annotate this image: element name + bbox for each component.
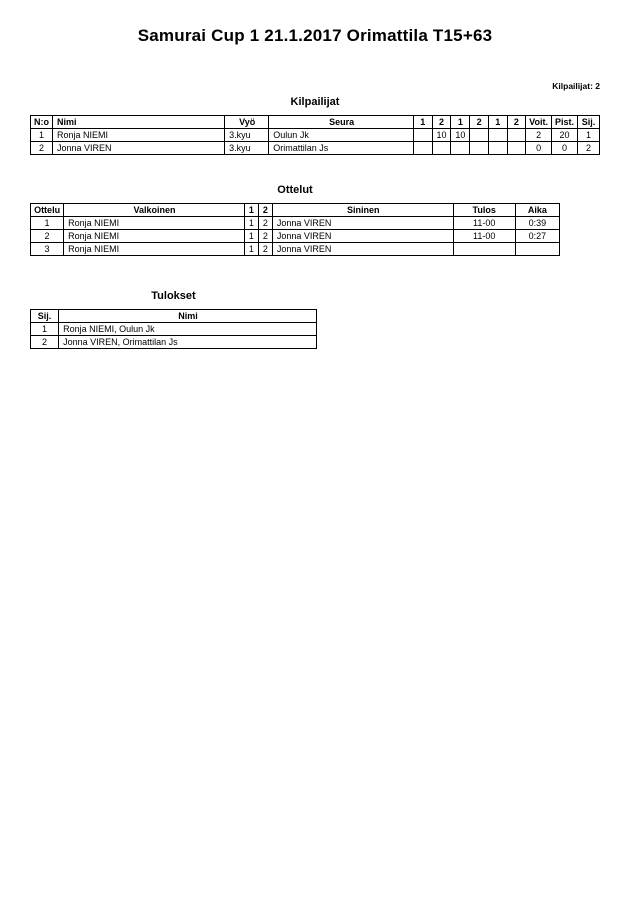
section-heading-kilpailijat: Kilpailijat bbox=[290, 96, 340, 108]
column-header-m6: 2 bbox=[507, 116, 526, 129]
table-row bbox=[31, 142, 600, 155]
cell-aika: 0:27 bbox=[515, 230, 559, 243]
table-row bbox=[31, 129, 600, 142]
column-header-no: N:o bbox=[31, 116, 53, 129]
cell-tulos: 11-00 bbox=[453, 230, 515, 243]
cell-m1 bbox=[413, 142, 432, 155]
cell-aika: 0:39 bbox=[515, 217, 559, 230]
cell-p2: 2 bbox=[258, 217, 272, 230]
cell-ottelu: 1 bbox=[31, 217, 64, 230]
document-page bbox=[0, 26, 630, 917]
competitor-count: Kilpailijat: 2 bbox=[552, 81, 600, 91]
column-header-m1: 1 bbox=[413, 116, 432, 129]
cell-nimi: Jonna VIREN, Orimattilan Js bbox=[59, 336, 317, 349]
column-header-m5: 1 bbox=[488, 116, 507, 129]
cell-valkoinen: Ronja NIEMI bbox=[64, 217, 245, 230]
cell-m4 bbox=[470, 129, 489, 142]
column-header-p2: 2 bbox=[258, 204, 272, 217]
cell-valkoinen: Ronja NIEMI bbox=[64, 230, 245, 243]
column-header-nimi: Nimi bbox=[59, 310, 317, 323]
column-header-sij: Sij. bbox=[31, 310, 59, 323]
cell-sininen: Jonna VIREN bbox=[272, 243, 453, 256]
table-row bbox=[31, 243, 560, 256]
column-header-pist: Pist. bbox=[552, 116, 578, 129]
column-header-sij: Sij. bbox=[578, 116, 600, 129]
cell-vyo: 3.kyu bbox=[225, 142, 269, 155]
cell-m5 bbox=[488, 142, 507, 155]
cell-p1: 1 bbox=[244, 230, 258, 243]
cell-sininen: Jonna VIREN bbox=[272, 230, 453, 243]
cell-m5 bbox=[488, 129, 507, 142]
table-row bbox=[31, 323, 317, 336]
table-row bbox=[31, 230, 560, 243]
cell-p1: 1 bbox=[244, 243, 258, 256]
column-header-sininen: Sininen bbox=[272, 204, 453, 217]
cell-no: 1 bbox=[31, 129, 53, 142]
table-header-row bbox=[31, 310, 317, 323]
cell-seura: Oulun Jk bbox=[269, 129, 414, 142]
table-kilpailijat bbox=[30, 115, 600, 155]
cell-pist: 0 bbox=[552, 142, 578, 155]
section-heading-ottelut: Ottelut bbox=[277, 184, 313, 196]
cell-sij: 1 bbox=[31, 323, 59, 336]
column-header-aika: Aika bbox=[515, 204, 559, 217]
cell-tulos: 11-00 bbox=[453, 217, 515, 230]
cell-aika bbox=[515, 243, 559, 256]
column-header-ottelu: Ottelu bbox=[31, 204, 64, 217]
cell-p2: 2 bbox=[258, 230, 272, 243]
cell-nimi: Jonna VIREN bbox=[53, 142, 225, 155]
cell-ottelu: 2 bbox=[31, 230, 64, 243]
cell-m2: 10 bbox=[432, 129, 451, 142]
cell-m6 bbox=[507, 129, 526, 142]
cell-sij: 1 bbox=[578, 129, 600, 142]
cell-tulos bbox=[453, 243, 515, 256]
cell-vyo: 3.kyu bbox=[225, 129, 269, 142]
cell-ottelu: 3 bbox=[31, 243, 64, 256]
cell-voit: 2 bbox=[526, 129, 552, 142]
cell-m3: 10 bbox=[451, 129, 470, 142]
page-title: Samurai Cup 1 21.1.2017 Orimattila T15+63 bbox=[137, 26, 493, 45]
cell-no: 2 bbox=[31, 142, 53, 155]
cell-nimi: Ronja NIEMI bbox=[53, 129, 225, 142]
column-header-nimi: Nimi bbox=[53, 116, 225, 129]
cell-sij: 2 bbox=[578, 142, 600, 155]
column-header-valkoinen: Valkoinen bbox=[64, 204, 245, 217]
column-header-vyo: Vyö bbox=[225, 116, 269, 129]
cell-valkoinen: Ronja NIEMI bbox=[64, 243, 245, 256]
table-row bbox=[31, 336, 317, 349]
cell-m1 bbox=[413, 129, 432, 142]
column-header-m2: 2 bbox=[432, 116, 451, 129]
column-header-p1: 1 bbox=[244, 204, 258, 217]
column-header-seura: Seura bbox=[269, 116, 414, 129]
table-ottelut bbox=[30, 203, 560, 256]
cell-p2: 2 bbox=[258, 243, 272, 256]
table-header-row bbox=[31, 116, 600, 129]
column-header-tulos: Tulos bbox=[453, 204, 515, 217]
section-heading-tulokset: Tulokset bbox=[151, 290, 196, 302]
cell-m3 bbox=[451, 142, 470, 155]
cell-m2 bbox=[432, 142, 451, 155]
cell-m6 bbox=[507, 142, 526, 155]
column-header-voit: Voit. bbox=[526, 116, 552, 129]
table-row bbox=[31, 217, 560, 230]
cell-pist: 20 bbox=[552, 129, 578, 142]
table-header-row bbox=[31, 204, 560, 217]
column-header-m3: 1 bbox=[451, 116, 470, 129]
table-tulokset bbox=[30, 309, 317, 349]
cell-nimi: Ronja NIEMI, Oulun Jk bbox=[59, 323, 317, 336]
cell-sij: 2 bbox=[31, 336, 59, 349]
cell-m4 bbox=[470, 142, 489, 155]
cell-p1: 1 bbox=[244, 217, 258, 230]
cell-voit: 0 bbox=[526, 142, 552, 155]
column-header-m4: 2 bbox=[470, 116, 489, 129]
cell-sininen: Jonna VIREN bbox=[272, 217, 453, 230]
cell-seura: Orimattilan Js bbox=[269, 142, 414, 155]
